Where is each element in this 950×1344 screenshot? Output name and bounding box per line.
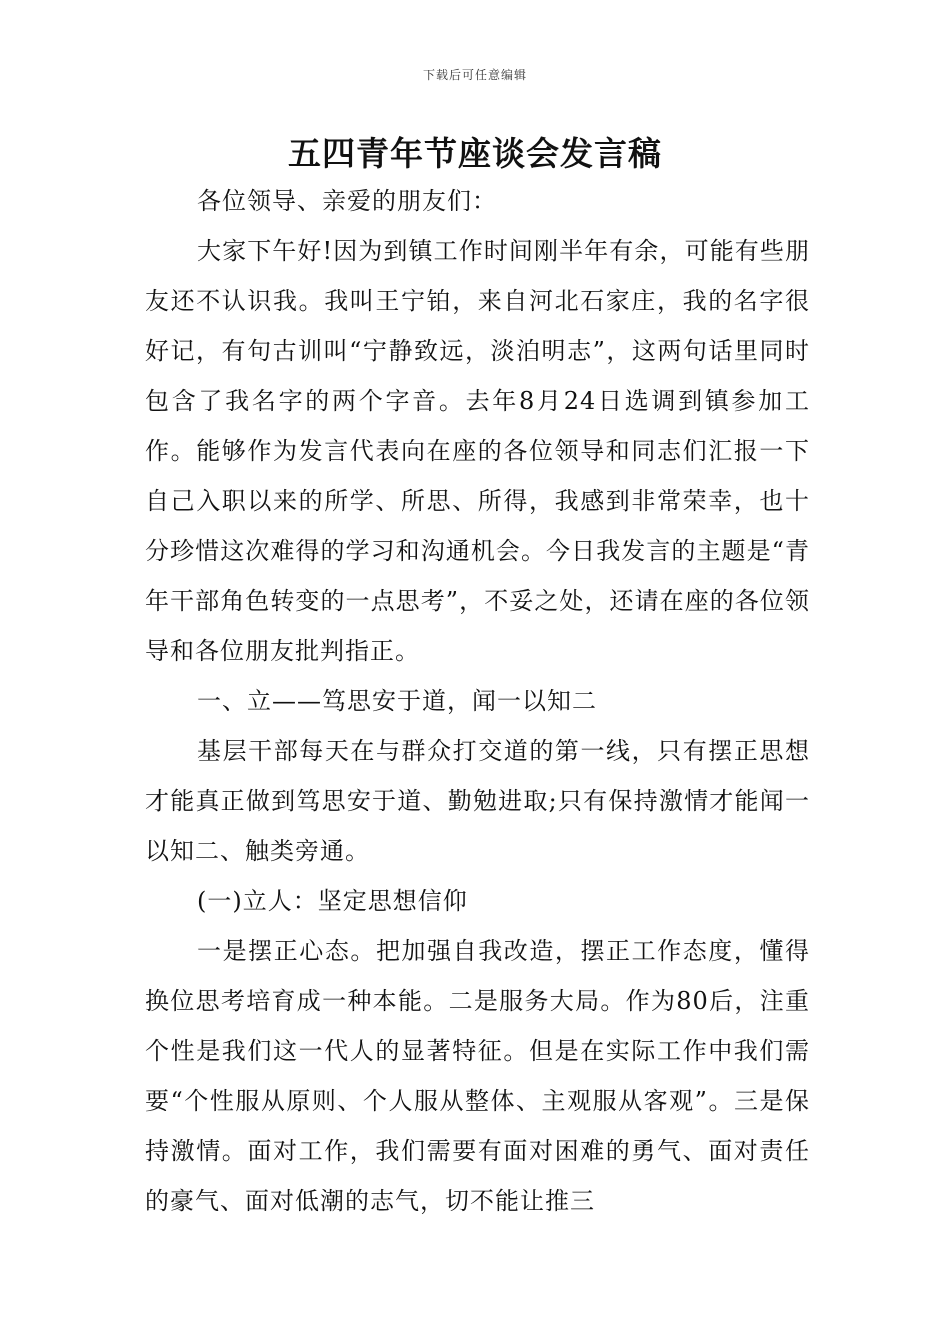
- greeting-paragraph: 各位领导、亲爱的朋友们：: [197, 187, 497, 215]
- body-paragraph: 基层干部每天在与群众打交道的第一线，只有摆正思想才能真正做到笃思安于道、勤勉进取;只有保持激情才能闻一以知二、触类旁通。: [145, 737, 810, 865]
- header-note: 下载后可任意编辑: [422, 68, 527, 82]
- body-paragraph: 一是摆正心态。把加强自我改造，摆正工作态度，懂得换位思考培育成一种本能。二是服务大局。作为80后，注重个性是我们这一代人的显著特征。但是在实际工作中我们需要“个性服从原则、个人服从整体、主观服从客观”。三是保持激情。面对工作，我们需要有面对困难的勇气、面对责任的豪气、面对低潮的志气，切不能让推三: [145, 937, 810, 1215]
- document-title: 五四青年节座谈会发言稿: [288, 134, 662, 173]
- section-heading: 一、立——笃思安于道，闻一以知二: [197, 687, 597, 715]
- subsection-heading: (一)立人：坚定思想信仰: [197, 887, 468, 915]
- body-paragraph: 大家下午好!因为到镇工作时间刚半年有余，可能有些朋友还不认识我。我叫王宁铂，来自河北石家庄，我的名字很好记，有句古训叫“宁静致远，淡泊明志”，这两句话里同时包含了我名字的两个字音。去年8月24日选调到镇参加工作。能够作为发言代表向在座的各位领导和同志们汇报一下自己入职以来的所学、所思、所得，我感到非常荣幸，也十分珍惜这次难得的学习和沟通机会。今日我发言的主题是“青年干部角色转变的一点思考”，不妥之处，还请在座的各位领导和各位朋友批判指正。: [145, 237, 810, 665]
- document-body: [145, 176, 810, 1226]
